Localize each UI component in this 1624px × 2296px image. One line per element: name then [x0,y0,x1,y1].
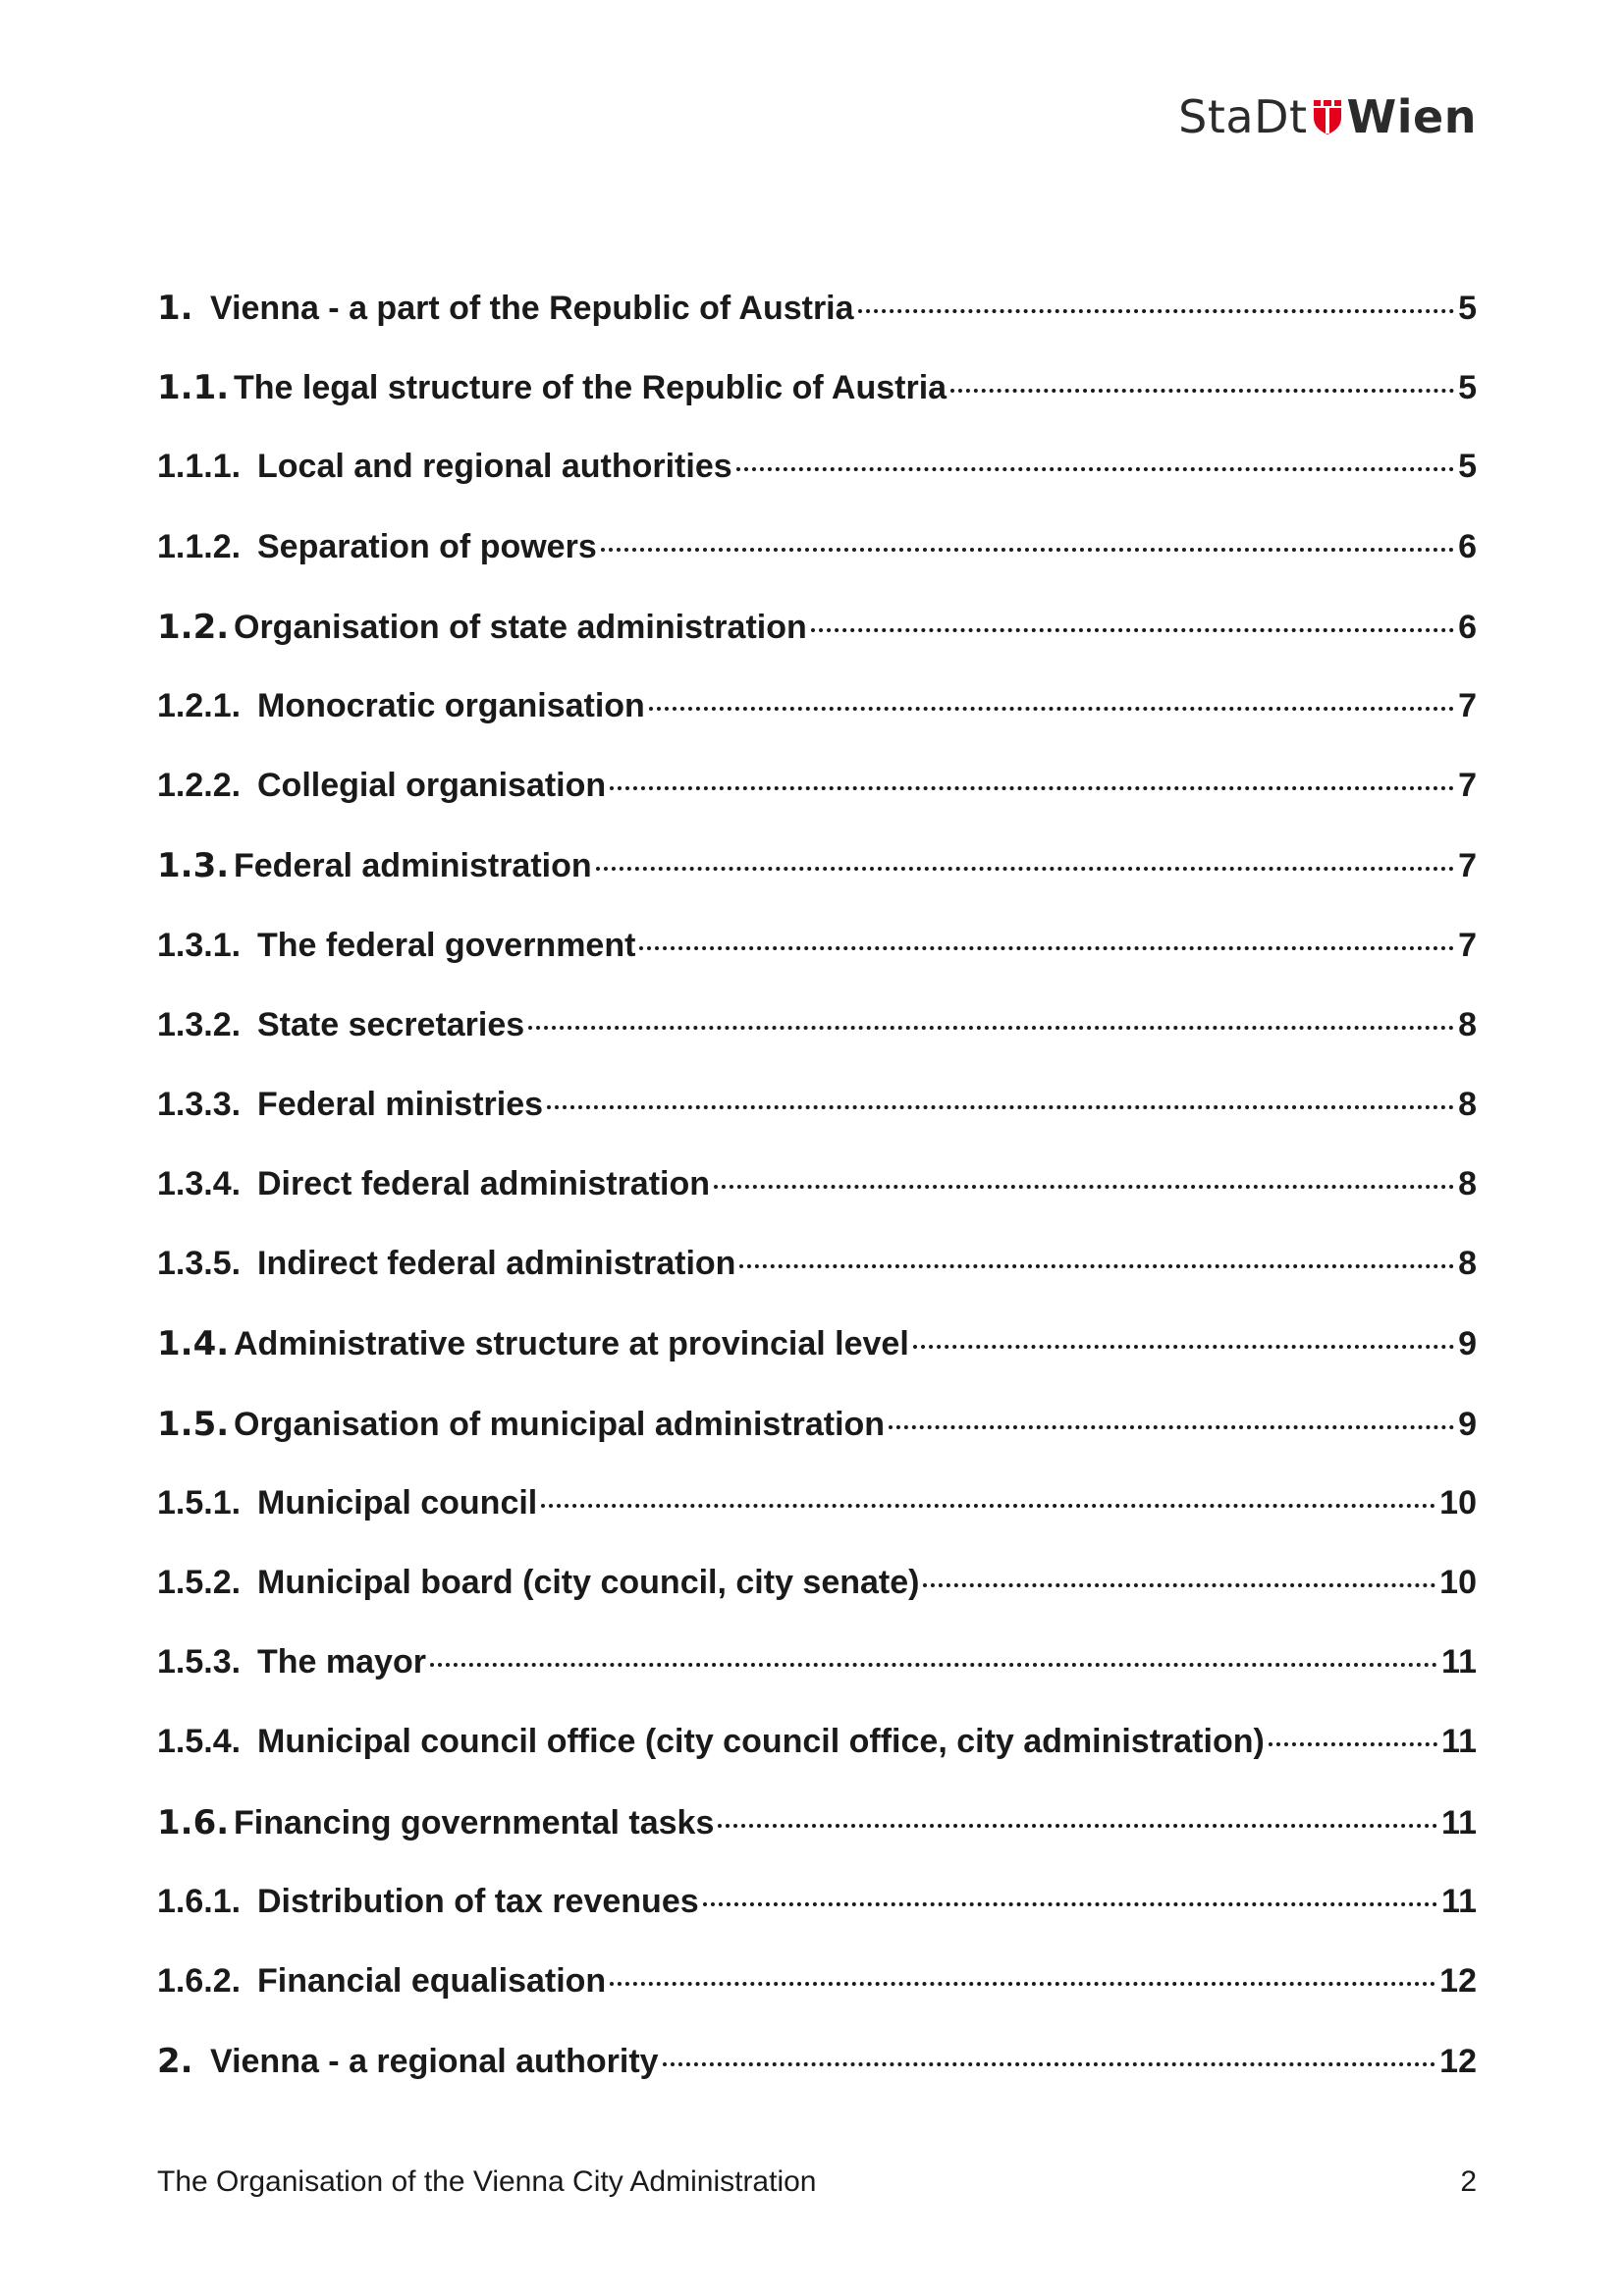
toc-dot-leader [858,309,1455,313]
toc-entry-title: Distribution of tax revenues [257,1882,699,1920]
toc-entry-number: 1.3.4. [157,1165,242,1203]
toc-entry-title: Vienna - a part of the Republic of Austria [210,290,854,327]
toc-dot-leader [430,1663,1437,1667]
toc-dot-leader [541,1504,1435,1508]
logo-text-stadt: StaDt [1178,90,1308,143]
toc-entry-title: Municipal board (city council, city senate) [257,1564,920,1601]
toc-dot-leader [889,1425,1454,1429]
toc-dot-leader [601,548,1454,552]
page-footer [157,2165,1477,2199]
toc-entry-title: Federal administration [234,847,592,885]
toc-dot-leader [610,786,1454,790]
toc-entry[interactable] [157,368,1477,448]
toc-entry-page: 7 [1458,686,1477,724]
toc-entry-number: 1.3.2. [157,1005,242,1043]
toc-entry-number: 2. [157,2042,193,2082]
toc-entry-number: 1.1. [157,368,230,408]
toc-entry[interactable] [157,289,1477,368]
toc-entry-page: 5 [1458,369,1477,407]
toc-entry-page: 10 [1439,1483,1477,1522]
vienna-crest-icon [1312,98,1343,135]
toc-entry[interactable] [157,846,1477,926]
toc-entry-number: 1.6. [157,1802,230,1842]
toc-entry-number: 1.5.3. [157,1643,242,1682]
toc-dot-leader [811,628,1454,632]
toc-entry-title: Indirect federal administration [257,1245,736,1283]
toc-dot-leader [649,707,1454,711]
toc-entry-page: 6 [1458,527,1477,565]
toc-entry[interactable] [157,1324,1477,1404]
toc-entry-title: Organisation of municipal administration [234,1405,886,1443]
toc-dot-leader [736,467,1454,471]
toc-entry-page: 11 [1441,1882,1477,1920]
footer-document-title: The Organisation of the Vienna City Administration [157,2165,817,2198]
toc-entry[interactable] [157,1165,1477,1245]
toc-entry-number: 1.1.2. [157,527,242,565]
toc-entry-title: The mayor [257,1643,426,1682]
toc-entry[interactable] [157,687,1477,767]
toc-entry[interactable] [157,1564,1477,1643]
toc-entry[interactable] [157,1883,1477,1962]
toc-entry-number: 1.3.1. [157,926,242,964]
toc-entry-page: 7 [1458,926,1477,964]
toc-dot-leader [703,1902,1437,1906]
toc-dot-leader [950,389,1454,393]
toc-entry-number: 1.3.5. [157,1245,242,1283]
toc-entry-number: 1.5.4. [157,1723,242,1761]
toc-entry-page: 12 [1439,2043,1477,2081]
toc-entry-page: 8 [1458,1165,1477,1203]
toc-entry-title: Financial equalisation [257,1961,607,2000]
toc-entry-number: 1.6.2. [157,1961,242,2000]
stadt-wien-logo [1178,90,1477,143]
toc-entry-title: Separation of powers [257,527,597,565]
toc-entry-number: 1.6.1. [157,1882,242,1920]
toc-entry-page: 5 [1458,290,1477,327]
toc-entry-number: 1.2.2. [157,767,242,805]
toc-entry-number: 1.4. [157,1324,230,1364]
toc-dot-leader [596,867,1454,871]
toc-entry[interactable] [157,1006,1477,1086]
toc-entry-title: The federal government [257,926,636,964]
toc-entry-page: 9 [1458,1325,1477,1363]
toc-entry[interactable] [157,927,1477,1006]
toc-entry[interactable] [157,608,1477,687]
toc-entry-title: Local and regional authorities [257,448,732,486]
toc-entry[interactable] [157,1803,1477,1883]
toc-entry-title: Financing governmental tasks [234,1803,715,1842]
toc-entry[interactable] [157,2042,1477,2121]
toc-dot-leader [528,1026,1454,1030]
toc-entry[interactable] [157,1962,1477,2042]
toc-dot-leader [663,2062,1436,2066]
toc-entry-page: 6 [1458,608,1477,646]
toc-entry-title: Direct federal administration [257,1165,711,1203]
toc-entry-page: 11 [1441,1643,1477,1682]
toc-entry[interactable] [157,1484,1477,1564]
toc-entry-page: 8 [1458,1085,1477,1123]
toc-entry[interactable] [157,448,1477,527]
toc-entry-number: 1.3.3. [157,1085,242,1123]
toc-dot-leader [610,1982,1435,1986]
toc-entry-title: Organisation of state administration [234,608,807,646]
toc-dot-leader [1269,1742,1437,1746]
toc-dot-leader [913,1345,1454,1349]
logo-text-wien: Wien [1346,90,1477,143]
toc-entry-number: 1. [157,289,193,328]
toc-entry-title: Vienna - a regional authority [210,2043,659,2081]
toc-entry-page: 8 [1458,1005,1477,1043]
toc-entry-number: 1.5. [157,1404,230,1444]
toc-entry-page: 10 [1439,1564,1477,1601]
toc-dot-leader [714,1185,1454,1189]
toc-entry-title: Municipal council office (city council office, city administration) [257,1723,1265,1761]
toc-entry-page: 5 [1458,448,1477,486]
toc-dot-leader [547,1105,1454,1109]
toc-entry-page: 11 [1441,1803,1477,1842]
toc-entry-number: 1.5.1. [157,1483,242,1522]
toc-entry-title: Municipal council [257,1483,538,1522]
toc-dot-leader [739,1264,1454,1268]
toc-entry-title: State secretaries [257,1005,525,1043]
toc-dot-leader [923,1583,1435,1587]
toc-entry-page: 7 [1458,767,1477,805]
toc-entry[interactable] [157,1405,1477,1484]
toc-entry[interactable] [157,1643,1477,1723]
toc-entry-page: 11 [1441,1723,1477,1761]
table-of-contents [157,289,1477,2121]
toc-entry-number: 1.2.1. [157,686,242,724]
toc-entry-number: 1.2. [157,607,230,647]
toc-entry-page: 12 [1439,1961,1477,2000]
footer-page-number: 2 [1460,2165,1477,2198]
toc-entry-title: Administrative structure at provincial level [234,1325,909,1363]
toc-entry-title: The legal structure of the Republic of Austria [234,369,947,407]
toc-entry-page: 9 [1458,1405,1477,1443]
toc-entry-number: 1.3. [157,846,230,886]
toc-dot-leader [718,1824,1437,1828]
toc-entry[interactable] [157,767,1477,846]
toc-dot-leader [639,946,1454,950]
toc-entry-number: 1.5.2. [157,1564,242,1601]
toc-entry-page: 8 [1458,1245,1477,1283]
toc-entry[interactable] [157,1245,1477,1324]
toc-entry[interactable] [157,1086,1477,1165]
toc-entry-title: Collegial organisation [257,767,607,805]
toc-entry-page: 7 [1458,847,1477,885]
toc-entry[interactable] [157,528,1477,608]
toc-entry-number: 1.1.1. [157,448,242,486]
toc-entry-title: Federal ministries [257,1085,544,1123]
toc-entry[interactable] [157,1723,1477,1802]
toc-entry-title: Monocratic organisation [257,686,645,724]
